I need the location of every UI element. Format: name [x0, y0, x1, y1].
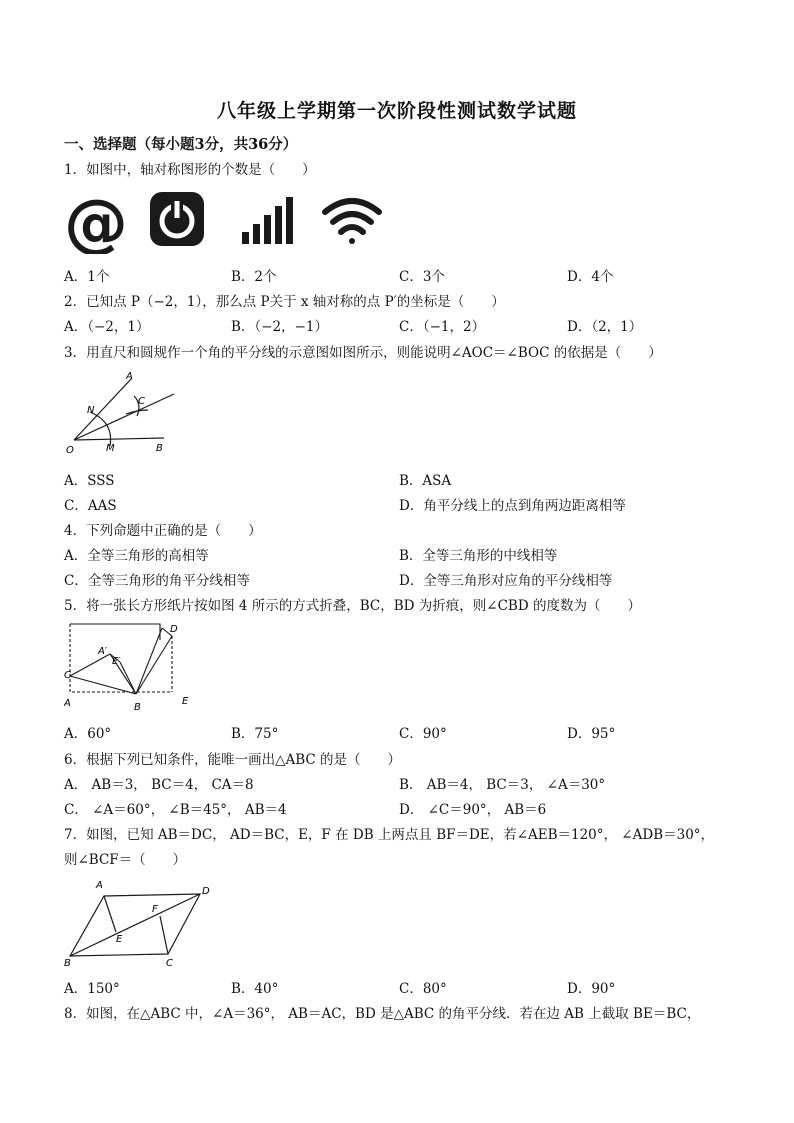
- option-a[interactable]: A．SSS: [64, 473, 115, 489]
- option-b[interactable]: B．75°: [231, 726, 279, 742]
- power-button-icon: [150, 192, 204, 246]
- label-c: C: [64, 670, 71, 681]
- option-c[interactable]: C． ∠A＝60°， ∠B＝45°， AB＝4: [64, 802, 287, 818]
- option-c[interactable]: C．90°: [399, 726, 447, 742]
- option-c[interactable]: C．全等三角形的角平分线相等: [64, 573, 250, 589]
- label-a: A: [64, 698, 71, 709]
- option-d[interactable]: D．95°: [567, 726, 616, 742]
- svg-text:@: @: [64, 190, 128, 254]
- option-c[interactable]: C．80°: [399, 981, 447, 997]
- question-7-figure: [64, 876, 220, 972]
- option-b[interactable]: B．2个: [231, 269, 277, 285]
- option-b[interactable]: B．（−2，−1）: [231, 319, 328, 335]
- option-a[interactable]: A．1个: [64, 269, 110, 285]
- label-c: C: [138, 396, 145, 407]
- question-4-options-row1: [64, 544, 744, 564]
- option-d[interactable]: D．角平分线上的点到角两边距离相等: [399, 498, 626, 514]
- question-3-options-row2: [64, 494, 744, 514]
- question-7-options: [64, 977, 744, 997]
- question-3-figure: [64, 366, 184, 462]
- label-a: A: [126, 371, 133, 382]
- option-c[interactable]: C．（−1，2）: [399, 319, 486, 335]
- label-m: M: [106, 443, 115, 454]
- option-b[interactable]: B． AB＝4， BC＝3， ∠A＝30°: [399, 777, 606, 793]
- label-n: N: [87, 405, 95, 416]
- label-o: O: [66, 445, 74, 456]
- label-e-prime: E′: [112, 656, 121, 667]
- question-6-options-row1: [64, 773, 744, 793]
- label-f: F: [152, 904, 158, 915]
- question-6-stem: 6．根据下列已知条件，能唯一画出△ABC 的是（ ）: [64, 752, 402, 768]
- question-5-figure: [64, 620, 204, 720]
- option-b[interactable]: B．全等三角形的中线相等: [399, 548, 558, 564]
- section-heading: 一、选择题（每小题3分，共36分）: [64, 136, 298, 153]
- question-3-stem: 3．用直尺和圆规作一个角的平分线的示意图如图所示，则能说明∠AOC＝∠BOC 的依据是（ ）: [64, 345, 662, 361]
- question-2-options: [64, 315, 744, 335]
- label-a-prime: A′: [98, 646, 108, 657]
- question-4-stem: 4．下列命题中正确的是（ ）: [64, 523, 262, 539]
- signal-bars-icon: [242, 197, 293, 244]
- option-c[interactable]: C．3个: [399, 269, 445, 285]
- label-b: B: [134, 702, 141, 713]
- option-c[interactable]: C．AAS: [64, 498, 117, 514]
- question-3-options-row1: [64, 469, 744, 489]
- question-1-options: [64, 265, 744, 285]
- page-title: 八年级上学期第一次阶段性测试数学试题: [216, 100, 577, 122]
- question-7-stem: 7．如图，已知 AB＝DC， AD＝BC，E，F 在 DB 上两点且 BF＝DE，若∠AEB＝120°， ∠ADB＝30°，: [64, 827, 715, 843]
- option-a[interactable]: A．150°: [64, 981, 120, 997]
- label-e: E: [182, 696, 189, 707]
- option-a[interactable]: A．（−2，1）: [64, 319, 150, 335]
- label-e: E: [116, 934, 123, 945]
- question-4-options-row2: [64, 569, 744, 589]
- question-5-stem: 5．将一张长方形纸片按如图 4 所示的方式折叠，BC，BD 为折痕，则∠CBD 的度数为（ ）: [64, 598, 641, 614]
- question-2-stem: 2．已知点 P（−2，1），那么点 P关于 x 轴对称的点 P′的坐标是（ ）: [64, 294, 505, 310]
- option-d[interactable]: D．4个: [567, 269, 614, 285]
- question-7-stem-cont: 则∠BCF＝（ ）: [64, 852, 187, 868]
- question-1-stem: 1．如图中，轴对称图形的个数是（ ）: [64, 162, 316, 178]
- question-5-options: [64, 722, 744, 742]
- option-b[interactable]: B．40°: [231, 981, 279, 997]
- option-d[interactable]: D．（2，1）: [567, 319, 643, 335]
- label-b: B: [156, 443, 163, 454]
- label-b: B: [64, 958, 71, 968]
- label-d: D: [170, 624, 178, 635]
- wifi-icon: [325, 201, 379, 244]
- label-c: C: [166, 958, 173, 968]
- option-a[interactable]: A． AB＝3， BC＝4， CA＝8: [64, 777, 254, 793]
- label-d: D: [202, 886, 210, 897]
- option-d[interactable]: D．90°: [567, 981, 616, 997]
- question-6-options-row2: [64, 798, 744, 818]
- question-1-figure: [64, 190, 404, 254]
- label-a: A: [96, 880, 103, 891]
- option-a[interactable]: A．60°: [64, 726, 112, 742]
- question-8-stem: 8．如图，在△ABC 中，∠A＝36°， AB＝AC，BD 是△ABC 的角平分线．若在边 AB 上截取 BE＝BC，: [64, 1006, 701, 1022]
- option-d[interactable]: D． ∠C＝90°， AB＝6: [399, 802, 547, 818]
- option-a[interactable]: A．全等三角形的高相等: [64, 548, 209, 564]
- at-sign-icon: [64, 190, 128, 254]
- option-d[interactable]: D．全等三角形对应角的平分线相等: [399, 573, 613, 589]
- option-b[interactable]: B．ASA: [399, 473, 452, 489]
